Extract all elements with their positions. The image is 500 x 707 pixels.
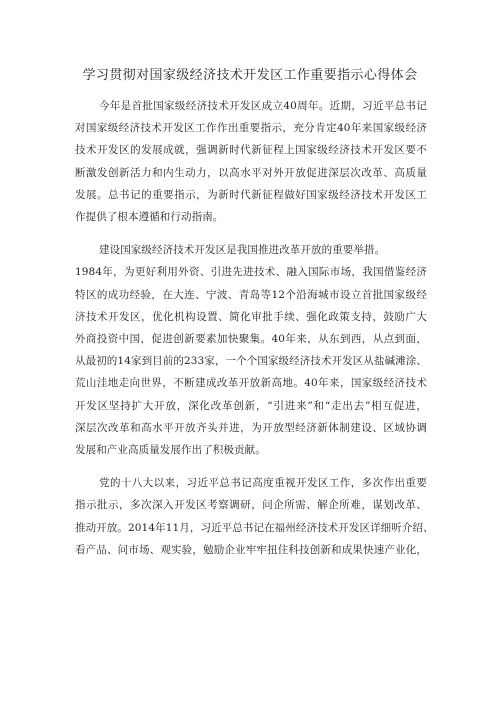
paragraph-line: 从最初的14家到目前的233家，一个个国家级经济技术开发区从盐碱滩涂、 — [75, 355, 427, 368]
paragraph-line: 断激发创新活力和内生动力，以高水平对外开放促进深层次改革、高质量 — [75, 166, 427, 179]
paragraph-line: 外商投资中国，促进创新要素加快聚集。40年来，从东到西，从点到面， — [75, 333, 427, 346]
paragraph-line: 济技术开发区，优化机构设置、简化审批手续、强化政策支持，鼓励广大 — [75, 310, 427, 323]
paragraph-line: 建设国家级经济技术开发区是我国推进改革开放的重要举措。 — [99, 244, 386, 257]
paragraph-line: 开发区坚持扩大开放，深化改革创新，“引进来”和“走出去”相互促进， — [75, 399, 427, 412]
paragraph-2 — [75, 239, 427, 461]
paragraph-line: 深层次改革和高水平开放齐头并进，为开放型经济新体制建设、区域协调 — [75, 421, 427, 434]
paragraph-line: 特区的成功经验，在大连、宁波、青岛等12个沿海城市设立首批国家级经 — [75, 288, 427, 301]
paragraph-line: 技术开发区的发展成就，强调新时代新征程上国家级经济技术开发区要不 — [75, 144, 427, 157]
document-body — [75, 95, 434, 561]
paragraph-line: 作提供了根本遵循和行动指南。 — [75, 211, 224, 224]
paragraph-line: 看产品、问市场、观实验，勉励企业牢牢扭住科技创新和成果快速产业化， — [75, 543, 427, 556]
paragraph-line: 对国家级经济技术开发区工作作出重要指示，充分肯定40年来国家级经济 — [75, 122, 427, 135]
paragraph-line: 党的十八大以来，习近平总书记高度重视开发区工作，多次作出重要 — [99, 477, 427, 490]
paragraph-line: 发展和产业高质量发展作出了积极贡献。 — [75, 444, 266, 457]
paragraph-line: 1984年，为更好利用外资、引进先进技术、融入国际市场，我国借鉴经济 — [75, 266, 427, 279]
paragraph-line: 今年是首批国家级经济技术开发区成立40周年。近期，习近平总书记 — [99, 100, 427, 112]
document-title: 学习贯彻对国家级经济技术开发区工作重要指示心得体会 — [82, 68, 418, 83]
paragraph-line: 指示批示，多次深入开发区考察调研，问企所需、解企所难，谋划改革、 — [75, 499, 427, 512]
paragraph-line: 荒山洼地走向世界，不断建成改革开放新高地。40年来，国家级经济技术 — [75, 377, 427, 390]
paragraph-3 — [75, 472, 434, 561]
paragraph-line: 发展。总书记的重要指示，为新时代新征程做好国家级经济技术开发区工 — [75, 188, 427, 201]
paragraph-1 — [75, 95, 427, 228]
paragraph-line: 推动开放。2014年11月，习近平总书记在福州经济技术开发区详细听介绍、 — [75, 521, 434, 534]
